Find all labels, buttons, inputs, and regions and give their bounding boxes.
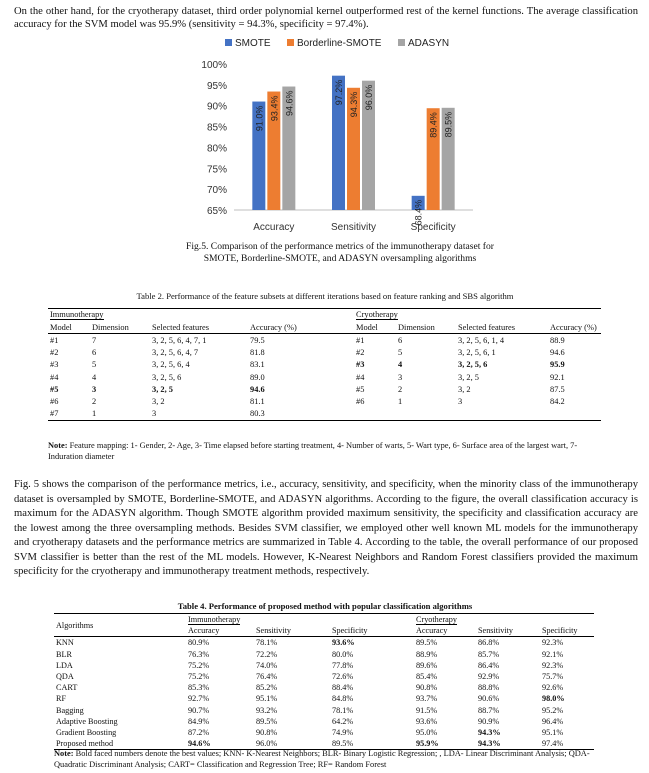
table2-cell [456,408,548,421]
table4-cell: 85.4% [416,672,438,682]
table4-cell: 96.0% [254,738,330,750]
table4-cell: 90.6% [478,694,500,704]
table2-cell [396,408,456,421]
table2-cell: 3 [398,372,403,382]
table2-cell: 4 [92,372,97,382]
table4-cell: 75.2% [188,660,210,670]
table4-cell: 90.7% [188,705,210,715]
data-label: 89.4% [428,112,439,138]
data-label: 93.4% [269,95,280,122]
table2-cell: 81.8 [250,348,265,358]
data-label: 91.0% [254,105,265,132]
table4-cell: 95.1% [542,727,564,737]
table4-cell: 95.1% [256,694,278,704]
table2-cell [354,408,396,421]
table2-cell: 3 [92,384,97,394]
table-row [54,738,594,750]
table4-cell: 74.0% [256,660,278,670]
y-tick-label: 90% [206,101,227,113]
top-paragraph: On the other hand, for the cryotherapy dataset, third order polynomial kernel outperformed rest of the kernel functions. The average classification accuracy for the SVM model was 95.9% (sensitivity = 94.3%, specificity = 97.4%). [14,6,638,30]
table4-cell: 72.6% [332,672,354,682]
table4-cell: 75.2% [188,672,210,682]
table4-cell: 76.4% [256,672,278,682]
table4-cell: 74.9% [332,727,354,737]
table4-cell: 94.3% [476,738,540,750]
table-row [48,371,601,383]
table4-algorithm-name: Proposed method [54,738,186,750]
table4-cell: 85.3% [188,683,210,693]
table-row [48,383,601,395]
table4-cell: 86.8% [478,638,500,648]
table2-cell: 79.5 [250,335,265,345]
table2-cell: 3, 2, 5, 6 [152,372,182,382]
table2-cell: 3, 2, 5 [152,384,173,394]
table2-caption: Table 2. Performance of the feature subsets at different iterations based on feature ranking and SBS algorithm [136,291,514,301]
legend-label: Borderline-SMOTE [297,38,382,49]
legend-swatch [225,39,232,46]
table2-cell: #4 [50,372,59,382]
table-row [54,660,594,671]
table2-header-row [48,321,601,334]
table4-cell: 78.1% [332,705,354,715]
table-row [48,395,601,407]
table4-cell: 85.7% [478,649,500,659]
table2-header: Model [48,321,90,334]
table2-cell: 3, 2, 5, 6, 4, 7 [152,348,199,358]
table4-header: Sensitivity [476,625,540,637]
table4-group-cryotherapy: Cryotherapy [416,614,457,624]
table-row [48,347,601,359]
y-tick-label: 70% [206,185,227,197]
table2-cell: 3, 2, 5, 6 [458,360,488,370]
data-label: 94.3% [349,91,359,118]
table4-cell: 92.6% [542,683,564,693]
table2-cell: #2 [356,348,365,358]
table2-header: Accuracy (%) [548,321,601,334]
table2-cell: 94.6 [550,348,565,358]
table-row [48,334,601,347]
table2-cell: 81.1 [250,396,265,406]
table2-cell: 3, 2, 5, 6, 1, 4 [458,335,505,345]
table2-cell: 3 [458,396,463,406]
data-label: 96.0% [364,84,374,111]
y-tick-label: 85% [206,122,227,134]
table2-group-cryotherapy: Cryotherapy [356,310,398,320]
table-row [54,649,594,660]
table4-cell: 88.8% [478,683,500,693]
legend-swatch [398,39,405,46]
table2-header: Dimension [396,321,456,334]
table4-algorithm-name: RF [56,694,67,704]
table4-header: Accuracy [414,625,476,637]
table2-cell: 6 [92,348,97,358]
table4-cell: 88.7% [478,705,500,715]
table4-cell: 92.9% [478,672,500,682]
table2-cell: 7 [92,335,97,345]
table4-cell: 92.1% [542,649,564,659]
table4-algorithm-name: KNN [56,638,74,648]
table2-cell: 3, 2, 5, 6, 4 [152,360,190,370]
table2-cell: #1 [356,335,365,345]
table4-cell: 93.7% [416,694,438,704]
table4-cell: 90.8% [416,683,438,693]
table-row [54,671,594,682]
table2-cell: 88.9 [550,335,565,345]
body-paragraph: Fig. 5 shows the comparison of the performance metrics, i.e., accuracy, sensitivity, and specificity, when the minority class of the immunotherapy dataset is oversampled by SMOTE, Borderline-SMOTE, and ADASYN algorithms. According to the figure, the overall classification accuracy is maximum for the ADASYN algorithm. Though SMOTE algorithm provided maximum sensitivity, the specificity and classification accuracy are the lowest among the three oversampling methods. Besides SVM classifier, we employed other well known ML models for the immunotherapy and cryotherapy datasets and the performance metrics are summarized in Table 4. According to the table, the overall performance of our proposed SVM classifier is better than the rest of the ML models. However, K-Nearest Neighbors and Random Forest classifiers provided the maximum specificity for the cryotherapy and immunotherapy treatment methods, respectively. [14,479,638,577]
x-category-label: Specificity [410,222,456,233]
table4-cell: 77.8% [332,660,354,670]
table2-cell: #7 [48,408,90,421]
table4-note [54,749,599,770]
table2-header: Selected features [456,321,548,334]
table4-cell: 89.5% [256,716,278,726]
table4-cell: 64.2% [332,716,354,726]
table4-cell: 94.3% [478,727,501,737]
table2-cell: 4 [398,360,403,370]
table4-algorithm-name: Bagging [56,705,84,715]
table4-cell: 84.8% [332,694,354,704]
table4-cell: 98.0% [542,694,565,704]
x-category-label: Accuracy [253,222,295,233]
table4-cell: 78.1% [256,638,278,648]
table4-cell: 90.8% [256,727,278,737]
table4-group-immunotherapy: Immunotherapy [188,614,241,624]
table4-header: Accuracy [186,625,254,637]
table-row [54,682,594,693]
table4-cell: 89.6% [416,660,438,670]
y-tick-label: 95% [206,80,227,92]
table2-cell: 2 [92,396,97,406]
table4-cell: 92.3% [542,660,564,670]
table2-cell: 95.9 [550,360,565,370]
table4-algorithm-name: BLR [56,649,72,659]
table2-cell: #6 [356,396,365,406]
table2-cell: #2 [50,348,59,358]
data-label: 94.6% [284,90,295,117]
table-row [48,408,601,421]
table4-note-label: Note: [54,749,74,758]
data-label: 97.2% [334,79,344,106]
legend-swatch [287,39,294,46]
table4-cell: 76.3% [188,649,210,659]
table4-cell: 87.2% [188,727,210,737]
table2-cell [548,408,601,421]
table4-cell: 84.9% [188,716,210,726]
table4-cell: 89.5% [416,638,438,648]
table-4 [54,613,594,750]
table4-cell: 95.0% [416,727,438,737]
table2-header: Model [354,321,396,334]
table2-header: Dimension [90,321,150,334]
table-2 [48,308,601,421]
table4-cell: 80.0% [332,649,354,659]
table2-cell: 84.2 [550,396,565,406]
table4-algorithms-header: Algorithms [54,614,186,637]
table2-cell: 92.1 [550,372,565,382]
table4-cell: 97.4% [540,738,594,750]
x-category-label: Sensitivity [330,222,377,233]
table2-cell: #3 [356,360,365,370]
table2-cell: 87.5 [550,384,565,394]
table4-cell: 92.7% [188,694,210,704]
table2-cell: #5 [50,384,59,394]
figure-caption: Fig.5. Comparison of the performance metrics of the immunotherapy dataset for SMOTE, Borderline-SMOTE, and ADASYN oversampling algorithms [186,241,494,264]
table2-cell: 89.0 [250,372,265,382]
table4-cell: 95.9% [414,738,476,750]
table2-cell: #3 [50,360,59,370]
table4-algorithm-name: LDA [56,660,73,670]
table2-header: Accuracy (%) [248,321,328,334]
figure-5 [197,34,480,239]
bar-chart [197,34,480,239]
y-tick-label: 65% [206,206,227,217]
table2-cell: 83.1 [250,360,265,370]
table2-header: Selected features [150,321,248,334]
table4-cell: 93.2% [256,705,278,715]
table2-cell: 3 [150,408,248,421]
table2-cell: 3, 2, 5, 6, 4, 7, 1 [152,335,207,345]
table4-cell: 93.6% [332,638,355,648]
table2-cell: 3, 2, 5, 6, 1 [458,348,496,358]
table4-cell: 88.9% [416,649,438,659]
table4-cell: 91.5% [416,705,438,715]
table4-cell: 88.4% [332,683,354,693]
table4-cell: 95.2% [542,705,564,715]
table2-group-immunotherapy: Immunotherapy [50,310,104,320]
legend-label: ADASYN [408,38,450,49]
table4-header: Specificity [330,625,414,637]
table-row [54,637,594,649]
table4-cell: 92.3% [542,638,564,648]
legend-label: SMOTE [235,38,271,49]
table2-note-text: Feature mapping: 1- Gender, 2- Age, 3- Time elapsed before starting treatment, 4- Number of warts, 5- Wart type, 6- Surface area of the largest wart, 7- Induration diameter [48,441,578,461]
table4-note-text: Bold faced numbers denote the best values; KNN- K-Nearest Neighbors; BLR- Binary Logistic Regression; , LDA- Linear Discriminant Analysis; QDA- Quadratic Discriminant Analysis; CART= Classification and Regression Tree; RF= Random Forest [54,749,590,769]
table4-algorithm-name: Adaptive Boosting [56,716,118,726]
table2-cell: #1 [50,335,59,345]
data-label: 89.5% [443,111,454,138]
table-row [54,693,594,704]
data-label: 68.4% [413,199,424,226]
table2-cell: 1 [398,396,403,406]
table2-cell: 3, 2, 5 [458,372,479,382]
table4-cell: 89.5% [330,738,414,750]
table2-cell: 3, 2 [152,396,165,406]
table-row [48,359,601,371]
table4-cell: 96.4% [542,716,564,726]
table2-cell: 5 [398,348,403,358]
y-tick-label: 80% [206,143,227,155]
table2-cell: 94.6 [250,384,265,394]
table4-cell: 72.2% [256,649,278,659]
table4-algorithm-name: CART [56,683,78,693]
table-row [54,716,594,727]
table4-cell: 75.7% [542,672,564,682]
table4-cell: 86.4% [478,660,500,670]
table4-header: Sensitivity [254,625,330,637]
table2-cell: 2 [398,384,403,394]
table-row [54,727,594,738]
table4-cell: 93.6% [416,716,438,726]
y-tick-label: 100% [201,60,227,71]
table4-algorithm-name: QDA [56,672,74,682]
table2-cell: 6 [398,335,403,345]
y-tick-label: 75% [206,164,227,176]
table2-cell: #6 [50,396,59,406]
table4-caption: Table 4. Performance of proposed method with popular classification algorithms [177,601,473,611]
table4-cell: 85.2% [256,683,278,693]
table2-cell: 5 [92,360,97,370]
table4-algorithm-name: Gradient Boosting [56,727,117,737]
table4-cell: 80.9% [188,638,210,648]
table2-note-label: Note: [48,441,68,450]
table4-cell: 90.9% [478,716,500,726]
table2-cell: 1 [90,408,150,421]
table2-cell: 3, 2 [458,384,471,394]
table2-cell: 80.3 [248,408,328,421]
table4-header: Specificity [540,625,594,637]
table4-cell: 94.6% [186,738,254,750]
table2-note [48,440,608,462]
table2-cell: #5 [356,384,365,394]
table2-cell: #4 [356,372,365,382]
table-row [54,705,594,716]
